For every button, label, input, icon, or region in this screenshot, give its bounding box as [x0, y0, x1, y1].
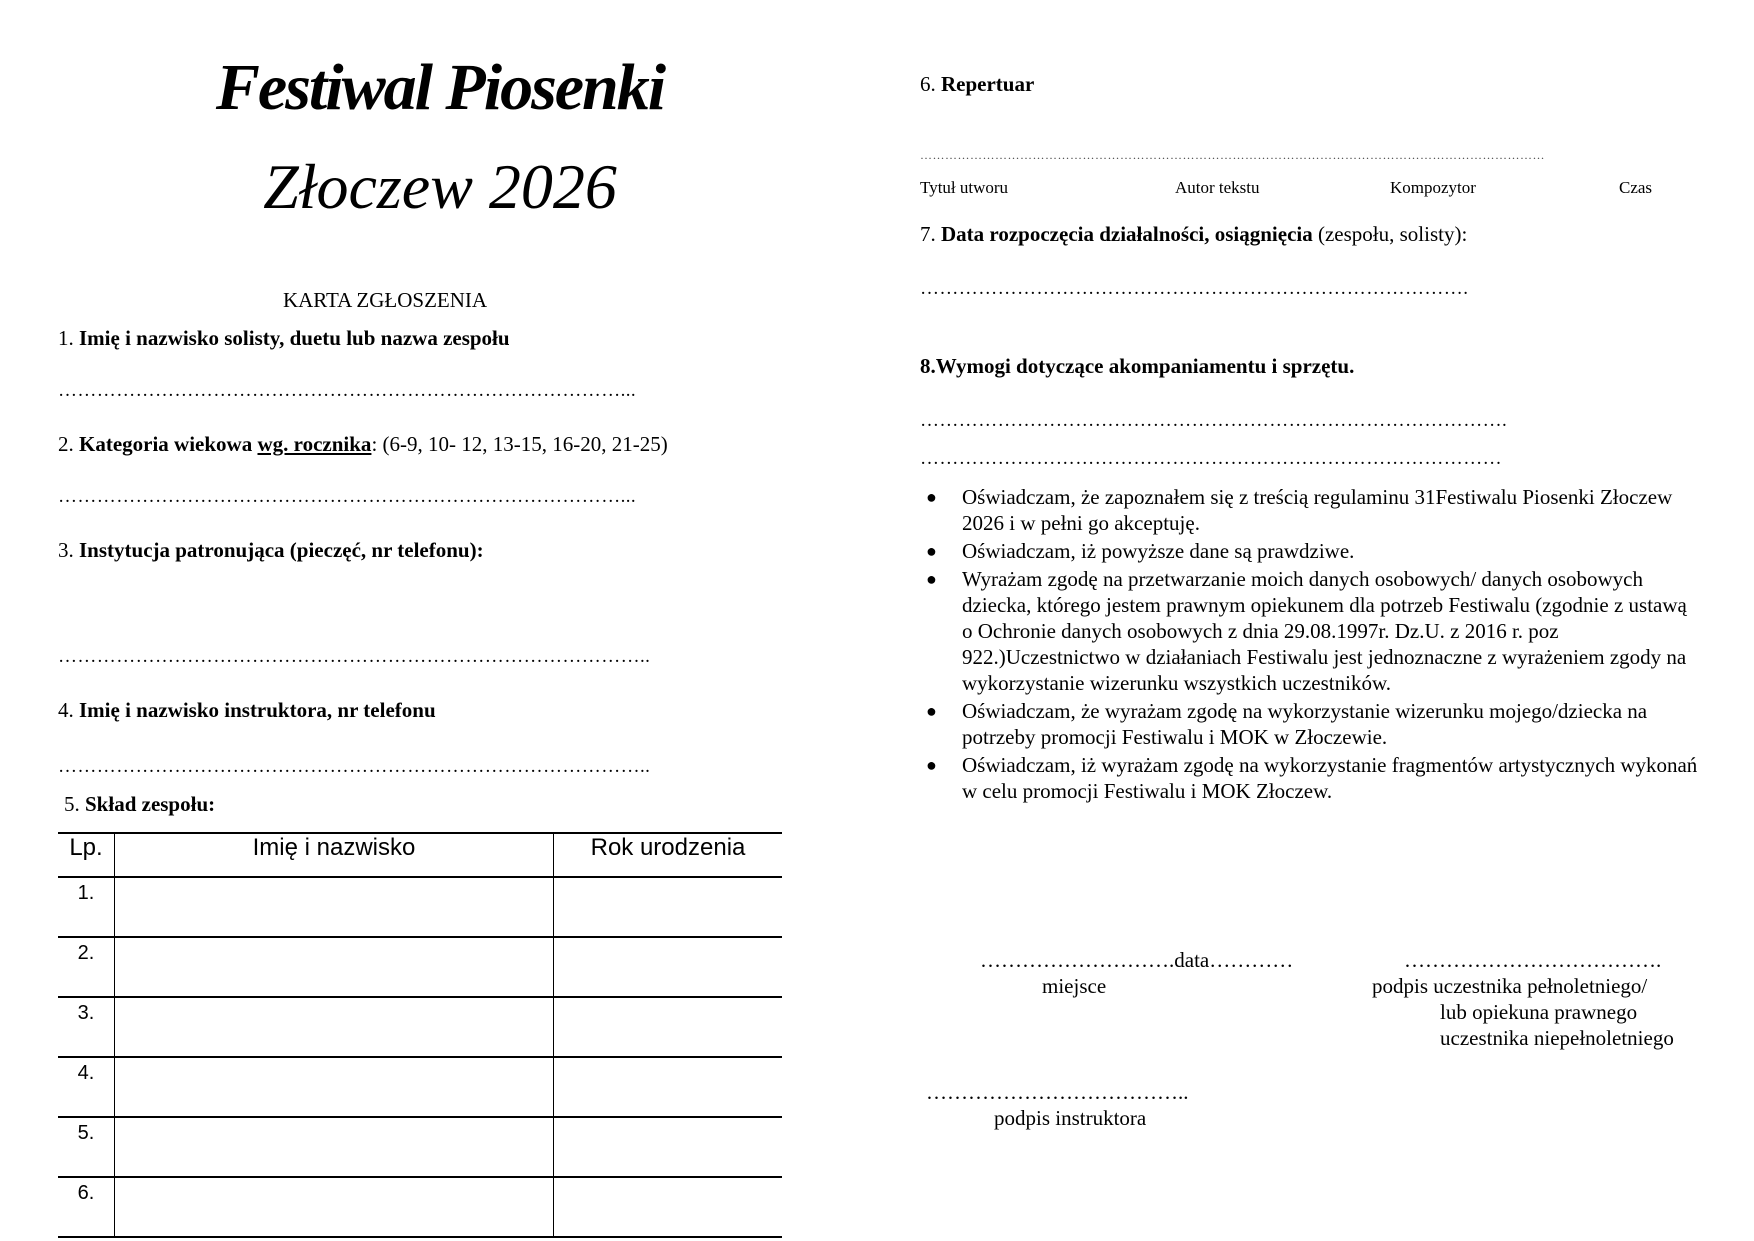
- row-number: 3.: [58, 997, 115, 1057]
- name-cell[interactable]: [115, 1117, 554, 1177]
- q3-answer-line[interactable]: ………………………………………………………………………………..: [58, 646, 651, 667]
- declaration-item: ● Oświadczam, że zapoznałem się z treścią regulaminu 31Festiwalu Piosenki Złoczew 2026 i w pełni go akceptuję.: [926, 485, 1673, 535]
- place-date-line[interactable]: ……………………….data…………: [980, 948, 1294, 972]
- bullet-icon: ●: [926, 569, 937, 589]
- repertoire-col-title: Tytuł utworu: [920, 178, 1009, 197]
- row-number: 4.: [58, 1057, 115, 1117]
- repertoire-col-composer: Kompozytor: [1390, 178, 1476, 197]
- participant-signature-label-2: lub opiekuna prawnego: [1440, 1000, 1638, 1024]
- q7-answer-line[interactable]: ………………………………………………………………………….: [920, 278, 1469, 299]
- table-row: [58, 937, 782, 997]
- q5-label: 5. Skład zespołu:: [64, 792, 216, 816]
- q8-answer-line-1[interactable]: ……………………………………………………………………………….: [920, 410, 1508, 431]
- table-row: [58, 1177, 782, 1237]
- participant-signature-label-3: uczestnika niepełnoletniego: [1440, 1026, 1674, 1050]
- table-row: [58, 997, 782, 1057]
- bullet-icon: ●: [926, 487, 937, 507]
- declaration-item: ● Oświadczam, iż powyższe dane są prawdziwe.: [926, 539, 1355, 563]
- instructor-signature-line[interactable]: ………………………………..: [926, 1080, 1189, 1104]
- name-cell[interactable]: [115, 937, 554, 997]
- declarations-list: [926, 484, 1702, 806]
- place-label: miejsce: [1042, 974, 1107, 998]
- bullet-icon: ●: [926, 541, 937, 561]
- row-number: 5.: [58, 1117, 115, 1177]
- header-name: Imię i nazwisko: [115, 833, 554, 877]
- bullet-icon: ●: [926, 755, 937, 775]
- q7-label: 7. Data rozpoczęcia działalności, osiągnięcia (zespołu, solisty):: [920, 222, 1468, 246]
- name-cell[interactable]: [115, 997, 554, 1057]
- name-cell[interactable]: [115, 1057, 554, 1117]
- members-table: [58, 832, 782, 1238]
- declaration-item: ● Oświadczam, iż wyrażam zgodę na wykorzystanie fragmentów artystycznych wykonań w celu promocji Festiwalu i MOK Złoczew.: [926, 753, 1698, 803]
- festival-subtitle: Złoczew 2026: [263, 151, 617, 222]
- declaration-item: ● Oświadczam, że wyrażam zgodę na wykorzystanie wizerunku mojego/dziecka na potrzeby promocji Festiwalu i MOK w Złoczewie.: [926, 699, 1648, 749]
- q1-answer-line[interactable]: ……………………………………………………………………………...: [58, 380, 637, 401]
- row-number: 2.: [58, 937, 115, 997]
- table-row: [58, 1057, 782, 1117]
- q4-label: 4. Imię i nazwisko instruktora, nr telefonu: [58, 698, 436, 722]
- festival-title: Festiwal Piosenki: [215, 51, 665, 124]
- row-number: 1.: [58, 877, 115, 937]
- name-cell[interactable]: [115, 1177, 554, 1237]
- name-cell[interactable]: [115, 877, 554, 937]
- repertoire-col-time: Czas: [1619, 178, 1653, 197]
- table-row: [58, 1117, 782, 1177]
- row-number: 6.: [58, 1177, 115, 1237]
- year-cell[interactable]: [554, 1117, 783, 1177]
- q1-label: 1. Imię i nazwisko solisty, duetu lub nazwa zespołu: [58, 326, 510, 350]
- q8-answer-line-2[interactable]: ………………………………………………………………………………: [920, 448, 1502, 469]
- year-cell[interactable]: [554, 1177, 783, 1237]
- header-lp: Lp.: [58, 833, 115, 877]
- q4-answer-line[interactable]: ………………………………………………………………………………..: [58, 756, 651, 777]
- participant-signature-line[interactable]: ……………………………….: [1404, 948, 1662, 972]
- table-row: [58, 877, 782, 937]
- q2-answer-line[interactable]: ……………………………………………………………………………...: [58, 486, 637, 507]
- repertoire-col-author: Autor tekstu: [1175, 178, 1260, 197]
- q3-label: 3. Instytucja patronująca (pieczęć, nr telefonu):: [58, 538, 484, 562]
- instructor-signature-label: podpis instruktora: [994, 1106, 1147, 1130]
- bullet-icon: ●: [926, 701, 937, 721]
- header-year: Rok urodzenia: [554, 833, 783, 877]
- year-cell[interactable]: [554, 997, 783, 1057]
- year-cell[interactable]: [554, 1057, 783, 1117]
- year-cell[interactable]: [554, 877, 783, 937]
- participant-signature-label-1: podpis uczestnika pełnoletniego/: [1372, 974, 1648, 998]
- table-header-row: [58, 833, 782, 877]
- q6-answer-line[interactable]: ……………………………………………………………………………………………………………………………………: [920, 148, 1545, 162]
- declaration-item: ● Wyrażam zgodę na przetwarzanie moich danych osobowych/ danych osobowych dziecka, którego jestem prawnym opiekunem dla potrzeb Festiwalu (zgodnie z ustawą o Ochronie danych osobowych z dnia 29.08.1997r. Dz.U. z 2016 r. poz 922.)Uczestnictwo w działaniach Festiwalu jest jednoznaczne z wyrażeniem zgody na wykorzystanie wizerunku wszystkich uczestników.: [926, 567, 1687, 695]
- q8-label: 8.Wymogi dotyczące akompaniamentu i sprzętu.: [920, 354, 1355, 378]
- q6-label: 6. Repertuar: [920, 72, 1035, 96]
- q2-label: 2. Kategoria wiekowa wg. rocznika: (6-9, 10- 12, 13-15, 16-20, 21-25): [58, 432, 668, 456]
- form-title: KARTA ZGŁOSZENIA: [282, 288, 488, 312]
- year-cell[interactable]: [554, 937, 783, 997]
